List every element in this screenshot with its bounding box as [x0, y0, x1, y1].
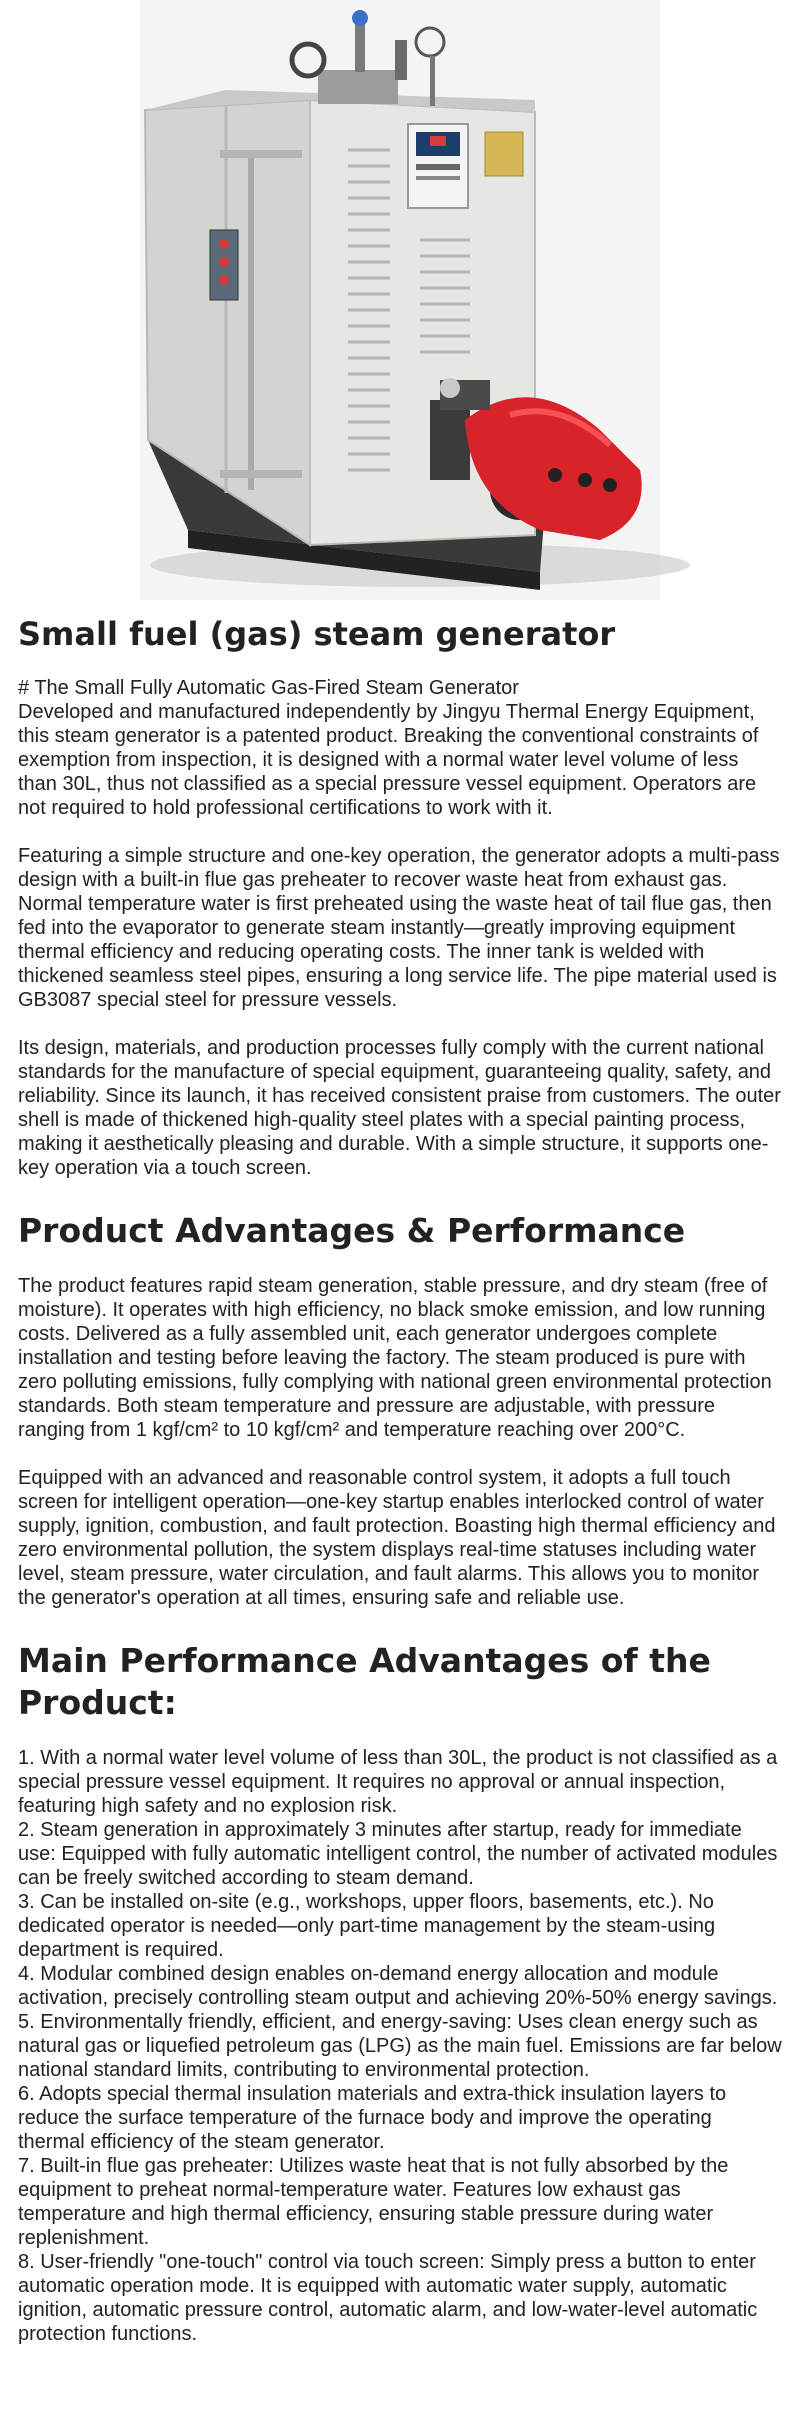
intro-paragraph-2: Featuring a simple structure and one-key operation, the generator adopts a multi-pass design with a built-in flue gas preheater to recover waste heat from exhaust gas. Normal temperature water is first preheated using the waste heat of tail flue gas, then fed into the evaporator to generate steam instantly—greatly improving equipment thermal efficiency and reducing operating costs. The inner tank is welded with thickened seamless steel pipes, ensuring a long service life. The pipe material used is GB3087 special steel for pressure vessels.	[18, 845, 780, 1011]
list-item: 5. Environmentally friendly, efficient, and energy-saving: Uses clean energy such as natural gas or liquefied petroleum gas (LPG) as the main fuel. Emissions are far below national standard limits, contributing to environmental protection.	[18, 2011, 782, 2081]
content	[0, 600, 800, 2346]
spacer	[18, 1442, 782, 1466]
list-item: 8. User-friendly "one-touch" control via touch screen: Simply press a button to enter automatic operation mode. It is equipped with automatic water supply, automatic ignition, automatic pressure control, automatic alarm, and low-water-level automatic protection functions.	[18, 2251, 758, 2345]
product-photo	[0, 0, 800, 600]
spacer	[18, 820, 782, 844]
steam-generator-illustration	[0, 0, 800, 600]
list-item: 6. Adopts special thermal insulation materials and extra-thick insulation layers to reduce the surface temperature of the furnace body and improve the operating thermal efficiency of the steam generator.	[18, 2083, 727, 2153]
list-item: 2. Steam generation in approximately 3 minutes after startup, ready for immediate use: Equipped with fully automatic intelligent control, the number of activated modules can be freely switched according to steam demand.	[18, 1819, 778, 1889]
section-heading-main-performance: Main Performance Advantages of the Product:	[18, 1641, 711, 1722]
section-heading-advantages: Product Advantages & Performance	[18, 1211, 686, 1250]
spacer	[18, 1012, 782, 1036]
performance-list	[18, 1746, 782, 2346]
advantages-paragraph-2: Equipped with an advanced and reasonable control system, it adopts a full touch screen for intelligent operation—one-key startup enables interlocked control of water supply, ignition, combustion, and fault protection. Boasting high thermal efficiency and zero environmental pollution, the system displays real-time statuses including water level, steam pressure, water circulation, and fault alarms. This allows you to monitor the generator's operation at all times, ensuring safe and reliable use.	[18, 1467, 776, 1609]
list-item: 4. Modular combined design enables on-demand energy allocation and module activation, precisely controlling steam output and achieving 20%-50% energy savings.	[18, 1963, 778, 2009]
intro-paragraph-1: # The Small Fully Automatic Gas-Fired Steam Generator Developed and manufactured independently by Jingyu Thermal Energy Equipment, this steam generator is a patented product. Breaking the conventional constraints of exemption from inspection, it is designed with a normal water level volume of less than 30L, thus not classified as a special pressure vessel equipment. Operators are not required to hold professional certifications to work with it.	[18, 677, 759, 819]
advantages-paragraph-1: The product features rapid steam generation, stable pressure, and dry steam (free of moisture). It operates with high efficiency, no black smoke emission, and low running costs. Delivered as a fully assembled unit, each generator undergoes complete installation and testing before leaving the factory. The steam produced is pure with zero polluting emissions, fully complying with national green environmental protection standards. Both steam temperature and pressure are adjustable, with pressure ranging from 1 kgf/cm² to 10 kgf/cm² and temperature reaching over 200°C.	[18, 1275, 772, 1441]
intro-paragraph-3: Its design, materials, and production processes fully comply with the current national standards for the manufacture of special equipment, guaranteeing quality, safety, and reliability. Since its launch, it has received consistent praise from customers. The outer shell is made of thickened high-quality steel plates with a special painting process, making it aesthetically pleasing and durable. With a simple structure, it supports one-key operation via a touch screen.	[18, 1037, 781, 1179]
list-item: 3. Can be installed on-site (e.g., workshops, upper floors, basements, etc.). No dedicated operator is needed—only part-time management by the steam-using department is required.	[18, 1891, 716, 1961]
page-title: Small fuel (gas) steam generator	[18, 615, 616, 653]
list-item: 1. With a normal water level volume of less than 30L, the product is not classified as a special pressure vessel equipment. It requires no approval or annual inspection, featuring high safety and no explosion risk.	[18, 1747, 778, 1817]
list-item: 7. Built-in flue gas preheater: Utilizes waste heat that is not fully absorbed by the equipment to preheat normal-temperature water. Features low exhaust gas temperature and high thermal efficiency, ensuring stable pressure during water replenishment.	[18, 2155, 729, 2249]
